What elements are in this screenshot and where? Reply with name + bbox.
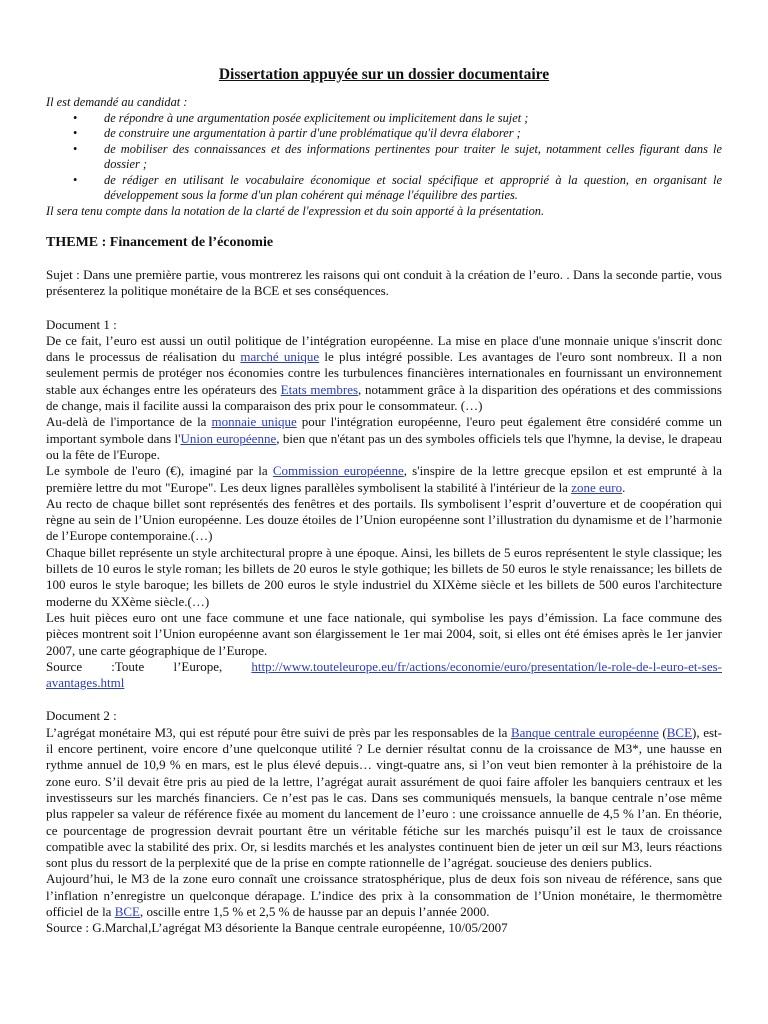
link-etats-membres[interactable]: Etats membres bbox=[280, 381, 359, 397]
document-1-paragraph bbox=[46, 414, 722, 463]
text-span: Les huit pièces euro ont une face commune et une face nationale, qui symbolise les pays d’émission. La face commune des pièces montrent soit l’Union européenne avant son élargissement le 1er mai 2004, soit, si elles ont été émises après le 1er janvier 2007, une carte géographique de l’Europe. bbox=[46, 609, 722, 658]
document-content bbox=[46, 66, 722, 937]
document-1-paragraph bbox=[46, 463, 722, 496]
text-span: , bien que n'étant pas un des symboles officiels tels que l'hymne, la devise, le drapeau ou la fête de l'Europe. bbox=[46, 430, 722, 462]
theme-heading: THEME : Financement de l’économie bbox=[46, 235, 274, 250]
subject-text: Sujet : Dans une première partie, vous montrerez les raisons qui ont conduit à la création de l’euro. . Dans la seconde partie, vous présenterez la politique monétaire de la BCE et ses conséquences. bbox=[46, 267, 722, 299]
link-union-europeenne[interactable]: Union européenne bbox=[180, 430, 277, 446]
text-span: , s'inspire de la lettre grecque epsilon et est emprunté à la première lettre du mot "Europe". Les deux lignes parallèles symbolisent la stabilité à l'intérieur de la bbox=[46, 463, 722, 495]
document-1-paragraph bbox=[46, 610, 722, 691]
link-bce[interactable]: BCE bbox=[666, 724, 693, 740]
text-span: De ce fait, l’euro est aussi un outil politique de l’intégration européenne. La mise en place d'une monnaie unique s'inscrit donc dans le processus de réalisation du bbox=[46, 332, 722, 365]
text-span: ( bbox=[658, 724, 667, 740]
instruction-item: • de répondre à une argumentation posée explicitement ou implicitement dans le sujet ; bbox=[90, 111, 722, 127]
instruction-item: • de construire une argumentation à partir d'une problématique qu'il devra élaborer ; bbox=[90, 126, 722, 142]
instruction-item: • de mobiliser des connaissances et des informations pertinentes pour traiter le sujet, notamment celles figurant dans le dossier ; bbox=[90, 142, 722, 173]
document-1-label: Document 1 : bbox=[46, 316, 117, 332]
link-marche-unique[interactable]: marché unique bbox=[240, 349, 320, 365]
page-title: Dissertation appuyée sur un dossier documentaire bbox=[218, 66, 550, 83]
text-span: Le symbole de l'euro (€), imaginé par la bbox=[46, 463, 273, 479]
instructions-list bbox=[46, 111, 722, 204]
document-2-paragraph bbox=[46, 725, 722, 872]
link-zone-euro[interactable]: zone euro bbox=[571, 479, 623, 495]
link-monnaie-unique[interactable]: monnaie unique bbox=[211, 414, 297, 430]
text-span: L’agrégat monétaire M3, qui est réputé pour être suivi de près par les responsables de la bbox=[46, 724, 511, 740]
document-2-label: Document 2 : bbox=[46, 708, 117, 724]
text-span: , oscille entre 1,5 % et 2,5 % de hausse par an depuis l’année 2000. bbox=[140, 903, 490, 919]
document-2-source: Source : G.Marchal,L’agrégat M3 désoriente la Banque centrale européenne, 10/05/2007 bbox=[46, 920, 508, 936]
link-bce[interactable]: BCE bbox=[114, 903, 140, 919]
document-1-paragraph: Chaque billet représente un style architectural propre à une époque. Ainsi, les billets de 5 euros représentent le style classique; les billets de 10 euros le style roman; les billets de 20 euros le style gothique; les billets de 50 euros le style renaissance; les billets de 100 euros le style baroque; les billets de 200 euros le style industriel du XIXème siècle et les billets de 500 euros l'architecture moderne du XXème siècle.(…) bbox=[46, 544, 722, 609]
text-span: Aujourd’hui, le M3 de la zone euro connaît une croissance stratosphérique, plus de deux fois son niveau de référence, sans que l’inflation n’enregistre un quelconque dérapage. L’indice des prix à la consommation de l’Union monétaire, le thermomètre officiel de la bbox=[46, 871, 722, 919]
link-commission-europeenne[interactable]: Commission européenne bbox=[272, 463, 404, 479]
instructions-lead: Il est demandé au candidat : bbox=[46, 95, 188, 109]
document-1-paragraph bbox=[46, 333, 722, 414]
text-span: , notamment grâce à la disparition des opérations et des commissions de change, mais il facilite aussi la comparaison des prix pour le consommateur. (…) bbox=[46, 381, 722, 414]
source-link[interactable]: http://www.touteleurope.eu/fr/actions/economie/euro/presentation/le-role-de-l-euro-et-ses-avantages.html bbox=[46, 658, 722, 691]
source-label: Source :Toute l’Europe, bbox=[46, 658, 252, 674]
link-banque-centrale-europeenne[interactable]: Banque centrale européenne bbox=[510, 724, 659, 740]
document-1-paragraph: Au recto de chaque billet sont représentés des fenêtres et des portails. Ils symbolisent l’esprit d’ouverture et de coopération qui règne au sein de l’Union européenne. Les douze étoiles de l’Union européenne sont l’illustration du dynamisme et de l’harmonie de l’Europe contemporaine.(…) bbox=[46, 495, 722, 544]
text-span: ), est-il encore pertinent, voire encore d’une quelconque utilité ? Le dernier résultat connu de la croissance de M3*, une hausse en rythme annuel de 10,9 % en mars, est le plus élevé depuis… vingt-quatre ans, si l’on veut bien remonter à la préhistoire de la zone euro. S’il devait être pris au pied de la lettre, l’agrégat aurait assurément de quoi faire affoler les banquiers centraux et les investisseurs sur les marchés financiers. Ce n’est pas le cas. Dans ses communiqués mensuels, la banque centrale n’ose même plus rappeler sa valeur de référence fixée au moment du lancement de l’euro : une croissance annuelle de 4,5 % l’an. En théorie, ce pourcentage de progression devrait pourtant être un véritable fétiche sur les marchés puisqu’il est le taux de croissance compatible avec la stabilité des prix. Or, si lesdits marchés et les analystes continuent bien de jeter un œil sur M3, leurs réactions sont plus du ressort de la perplexité que de la prise en compte rationnelle de l’agrégat. soucieuse des deniers publics. bbox=[46, 724, 722, 871]
instructions bbox=[46, 95, 722, 219]
document-2-paragraph bbox=[46, 871, 722, 920]
instruction-item: • de rédiger en utilisant le vocabulaire économique et social spécifique et approprié à la question, en organisant le développement sous la forme d'un plan cohérent qui ménage l'équilibre des parties. bbox=[90, 173, 722, 204]
instructions-closing: Il sera tenu compte dans la notation de la clarté de l'expression et du soin apporté à la présentation. bbox=[46, 203, 545, 218]
text-span: le plus intégré possible. Les avantages de l'euro sont nombreux. Il a non seulement permis de protéger nos économies contre les turbulences financières internationales en fournissant un environnement stable aux échanges entre les opérateurs des bbox=[46, 349, 722, 397]
text-span: Au-delà de l'importance de la bbox=[46, 414, 212, 430]
text-span: pour l'intégration européenne, l'euro peut également être considéré comme un important symbole dans l' bbox=[46, 414, 722, 446]
text-span: . bbox=[622, 479, 626, 495]
